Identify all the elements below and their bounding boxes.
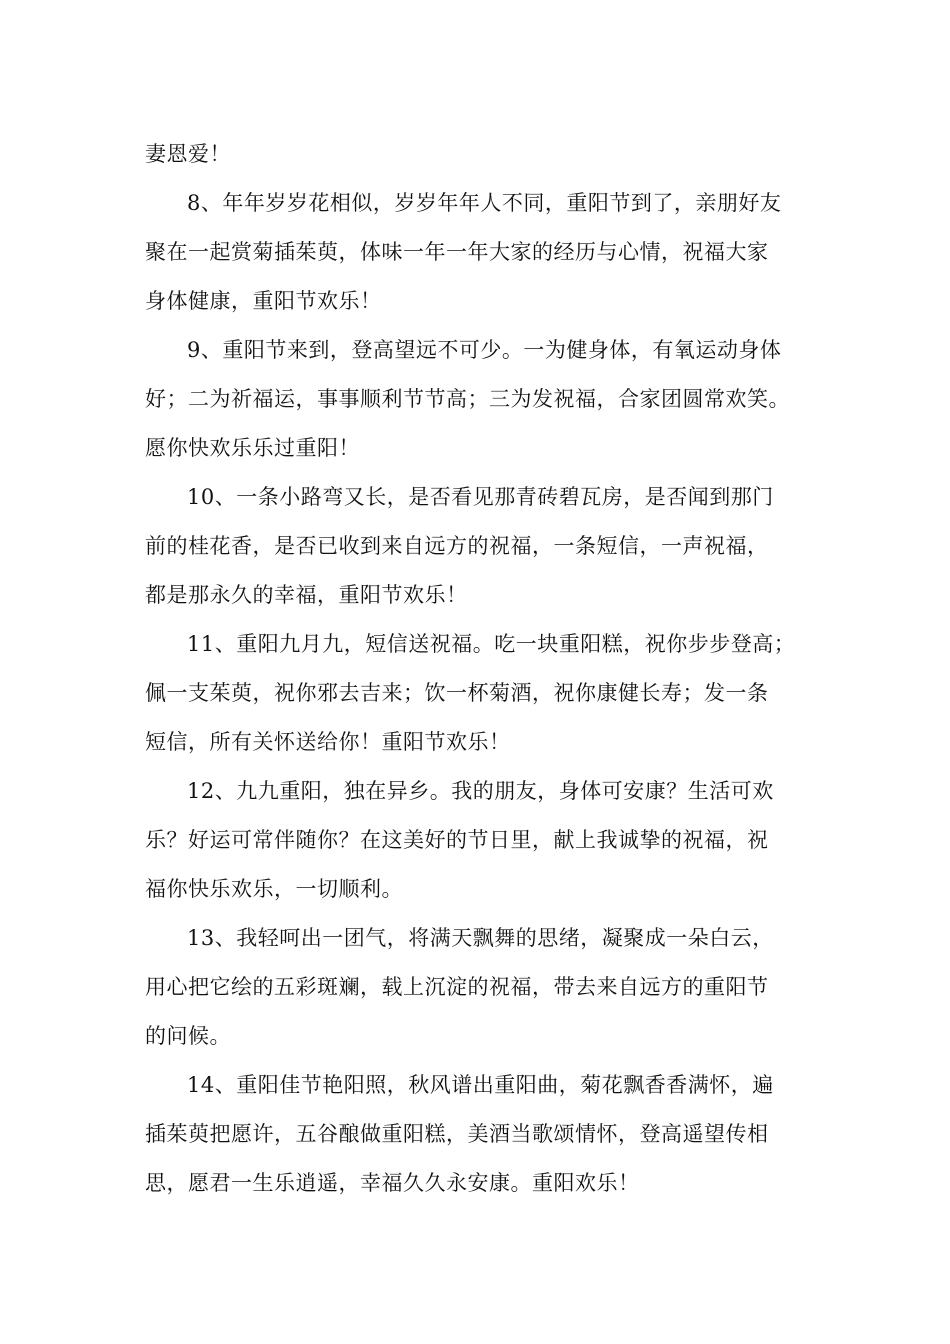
- text-line: 12、九九重阳，独在异乡。我的朋友，身体可安康？生活可欢: [187, 779, 774, 803]
- text-line: 好；二为祈福运，事事顺利节节高；三为发祝福，合家团圆常欢笑。: [145, 387, 790, 411]
- text-line: 福你快乐欢乐，一切顺利。: [145, 877, 403, 901]
- text-line: 身体健康，重阳节欢乐！: [145, 289, 382, 313]
- paragraph-continuation: [145, 130, 810, 179]
- paragraph-item-12: [145, 767, 810, 914]
- text-line: 聚在一起赏菊插茱萸，体味一年一年大家的经历与心情，祝福大家: [145, 240, 769, 264]
- text-line: 乐？好运可常伴随你？在这美好的节日里，献上我诚挚的祝福，祝: [145, 828, 769, 852]
- text-line: 妻恩爱！: [145, 142, 231, 166]
- text-line: 14、重阳佳节艳阳照，秋风谱出重阳曲，菊花飘香香满怀，遍: [187, 1073, 774, 1097]
- text-line: 10、一条小路弯又长，是否看见那青砖碧瓦房，是否闻到那门: [187, 485, 774, 509]
- text-line: 8、年年岁岁花相似，岁岁年年人不同，重阳节到了，亲朋好友: [187, 191, 782, 215]
- text-line: 11、重阳九月九，短信送祝福。吃一块重阳糕，祝你步步登高；: [187, 632, 796, 656]
- text-line: 13、我轻呵出一团气，将满天飘舞的思绪，凝聚成一朵白云，: [187, 926, 774, 950]
- paragraph-item-9: [145, 326, 810, 473]
- paragraph-item-8: [145, 179, 810, 326]
- text-line: 插茱萸把愿许，五谷酿做重阳糕，美酒当歌颂情怀，登高遥望传相: [145, 1122, 769, 1146]
- paragraph-item-11: [145, 620, 810, 767]
- paragraph-item-10: [145, 473, 810, 620]
- paragraph-item-13: [145, 914, 810, 1061]
- text-line: 9、重阳节来到，登高望远不可少。一为健身体，有氧运动身体: [187, 338, 782, 362]
- text-line: 用心把它绘的五彩斑斓，载上沉淀的祝福，带去来自远方的重阳节: [145, 975, 769, 999]
- text-line: 佩一支茱萸，祝你邪去吉来；饮一杯菊酒，祝你康健长寿；发一条: [145, 681, 769, 705]
- document-body: [145, 130, 810, 1208]
- text-line: 短信，所有关怀送给你！重阳节欢乐！: [145, 730, 511, 754]
- text-line: 都是那永久的幸福，重阳节欢乐！: [145, 583, 468, 607]
- text-line: 愿你快欢乐乐过重阳！: [145, 436, 360, 460]
- text-line: 前的桂花香，是否已收到来自远方的祝福，一条短信，一声祝福，: [145, 534, 769, 558]
- text-line: 思，愿君一生乐逍遥，幸福久久永安康。重阳欢乐！: [145, 1171, 640, 1195]
- text-line: 的问候。: [145, 1024, 231, 1048]
- paragraph-item-14: [145, 1061, 810, 1208]
